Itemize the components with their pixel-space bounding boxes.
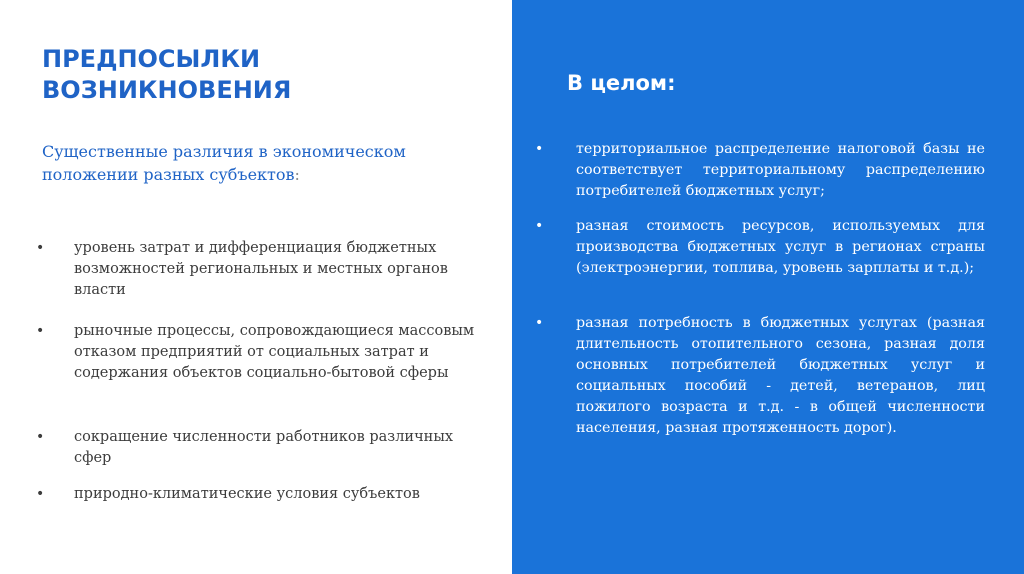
left-list-item <box>36 427 476 469</box>
left-list-item-text: рыночные процессы, сопровождающиеся массовым отказом предприятий от социальных затрат и содержания объектов социально-бытовой сферы <box>74 323 475 381</box>
page-title-line-1: ПРЕДПОСЫЛКИ <box>42 45 261 73</box>
right-list-item <box>535 313 985 439</box>
subtitle <box>42 140 482 186</box>
subtitle-colon: : <box>294 165 300 184</box>
left-list-item <box>36 238 476 301</box>
page-title <box>42 44 472 106</box>
right-list-item-text: территориальное распределение налоговой базы не соответствует территориальному распределению потребителей бюджетных услуг; <box>576 141 985 199</box>
right-list-item <box>535 139 985 202</box>
bullet-icon: • <box>535 218 544 234</box>
left-list-item <box>36 484 476 505</box>
left-list-item <box>36 321 476 384</box>
bullet-icon: • <box>36 429 45 445</box>
left-list-item-text: сокращение численности работников различных сфер <box>74 429 454 466</box>
bullet-icon: • <box>535 141 544 157</box>
right-heading: В целом: <box>567 71 676 95</box>
bullet-icon: • <box>535 315 544 331</box>
bullet-icon: • <box>36 323 45 339</box>
right-list-item-text: разная стоимость ресурсов, используемых для производства бюджетных услуг в регионах страны (электроэнергии, топлива, уровень зарплаты и т.д.); <box>576 218 985 276</box>
page-title-line-2: ВОЗНИКНОВЕНИЯ <box>42 76 292 104</box>
left-list-item-text: природно-климатические условия субъектов <box>74 486 420 502</box>
subtitle-text: Существенные различия в экономическом положении разных субъектов <box>42 142 406 184</box>
left-list-item-text: уровень затрат и дифференциация бюджетных возможностей региональных и местных органов власти <box>74 240 448 298</box>
right-list-item <box>535 216 985 279</box>
bullet-icon: • <box>36 486 45 502</box>
right-list-item-text: разная потребность в бюджетных услугах (разная длительность отопительного сезона, разная доля основных потребителей бюджетных услуг и социальных пособий - детей, ветеранов, лиц пожилого возраста и т.д. - в общей численности населения, разная протяженность дорог). <box>576 315 985 436</box>
bullet-icon: • <box>36 240 45 256</box>
